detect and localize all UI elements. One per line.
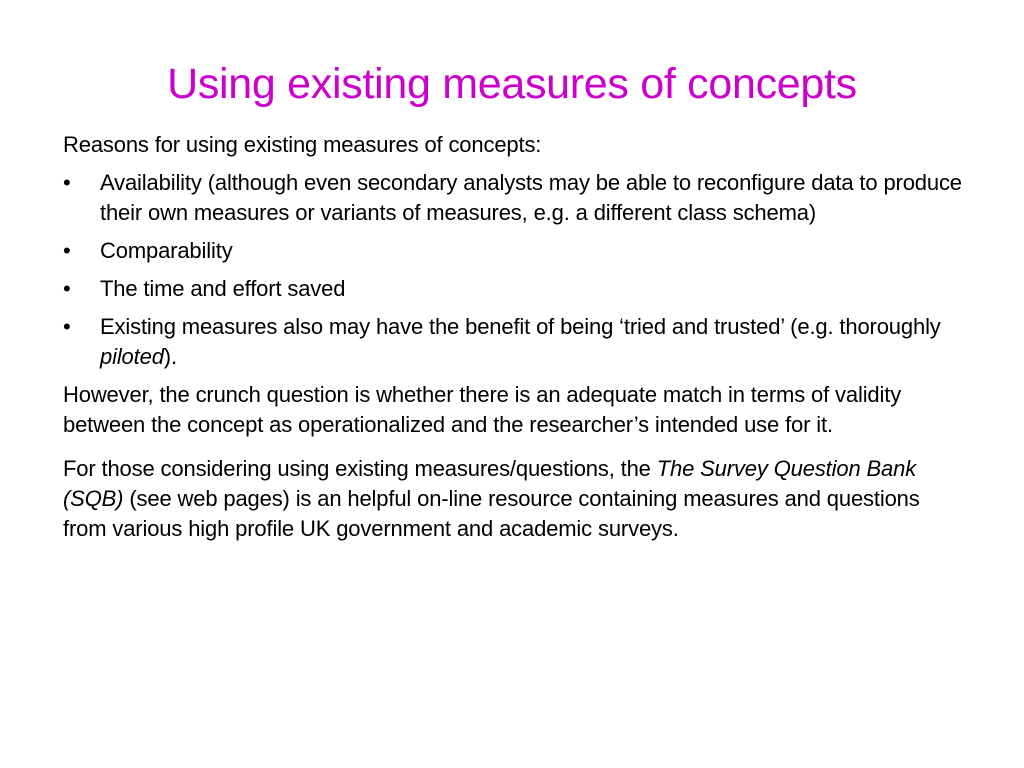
bullet-icon: • (63, 314, 71, 339)
bullet-text-availability: Availability (although even secondary analysts may be able to reconfigure data to produce their own measures or variants of measures, e.g. a different class schema) (100, 170, 962, 225)
bullet-icon: • (63, 170, 71, 195)
bullet-text-emphasis: piloted (100, 344, 164, 369)
list-item (63, 168, 968, 228)
sqb-text-emphasis: The Survey Question Bank (SQB) (63, 456, 917, 511)
sqb-paragraph (63, 454, 968, 544)
list-item (63, 236, 968, 266)
sqb-text-post: (see web pages) is an helpful on-line resource containing measures and questions from various high profile UK government and academic surveys. (63, 486, 920, 541)
list-item (63, 274, 968, 304)
slide-title: Using existing measures of concepts (167, 60, 857, 108)
list-item (63, 312, 968, 372)
bullet-text-post: ). (163, 344, 177, 369)
bullet-icon: • (63, 238, 71, 263)
bullet-text-time-effort: The time and effort saved (100, 276, 346, 301)
intro-text: Reasons for using existing measures of concepts: (63, 132, 542, 157)
sqb-text-pre: For those considering using existing measures/questions, the (63, 456, 657, 481)
however-paragraph: However, the crunch question is whether there is an adequate match in terms of validity between the concept as operationalized and the researcher’s intended use for it. (63, 382, 902, 437)
bullet-text-pre: Existing measures also may have the benefit of being ‘tried and trusted’ (e.g. thoroughly (100, 314, 941, 339)
bullet-text-comparability: Comparability (100, 238, 233, 263)
reasons-list (63, 168, 968, 372)
bullet-text-tried-trusted (100, 314, 941, 369)
bullet-icon: • (63, 276, 71, 301)
slide-body (63, 130, 968, 552)
